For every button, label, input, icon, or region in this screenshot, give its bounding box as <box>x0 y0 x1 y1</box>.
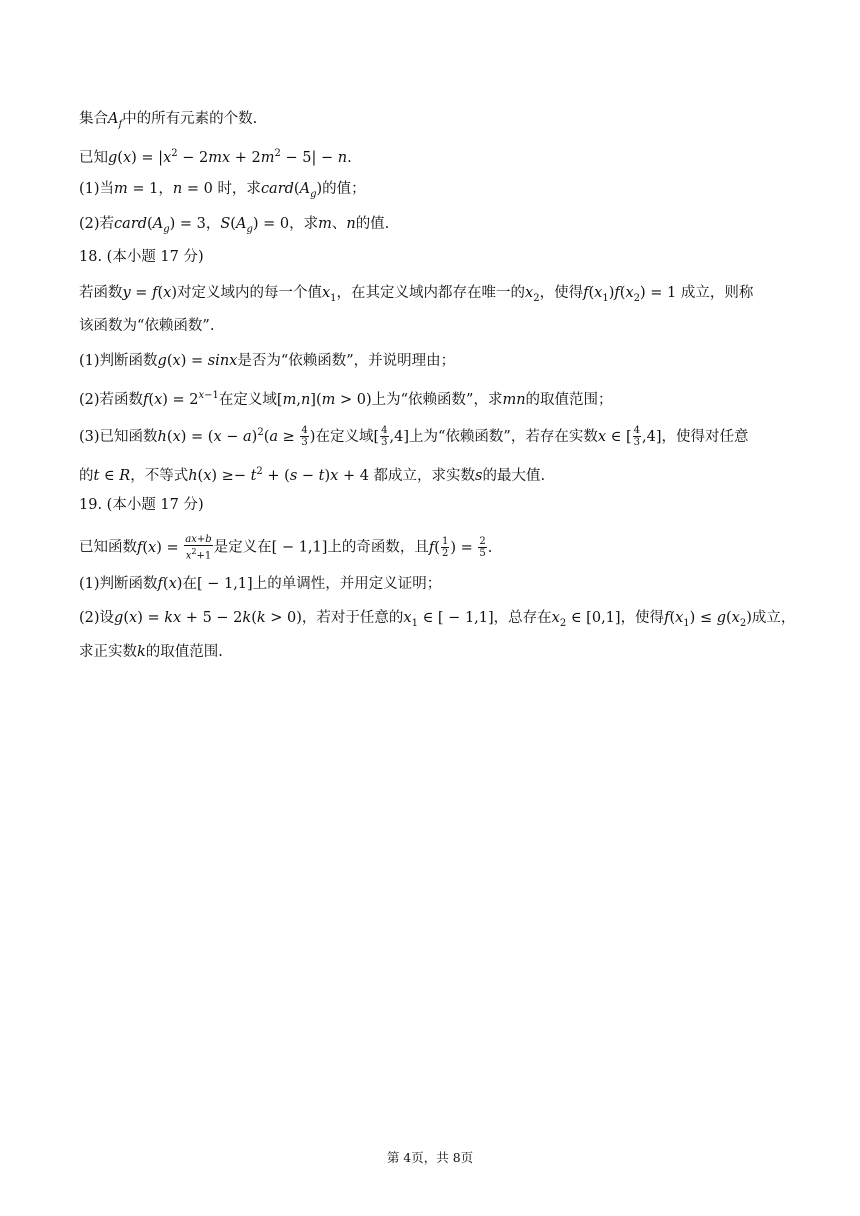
math: $f(x_1)f(x_2) = 1$ <box>583 285 677 304</box>
text: 19. (本小题 17 分) <box>79 497 204 513</box>
text: ，使得 <box>539 285 584 301</box>
q19-part2 <box>79 607 795 635</box>
math: s <box>475 467 483 484</box>
text: 集合 <box>79 111 108 127</box>
math-mn: m、n <box>318 216 356 232</box>
text: 对定义域内的每一个值 <box>176 285 322 301</box>
math-card: $card(A_g)$ <box>260 181 323 200</box>
q18-part1 <box>79 350 455 372</box>
text: 上为“依赖函数”，若存在实数 <box>409 428 598 445</box>
math: $x_2$ ∈ [0,1] <box>551 610 621 629</box>
math: g(x) = kx + 5 − 2k(k > 0) <box>114 610 302 626</box>
q17-given-line <box>79 143 352 169</box>
math-cond: m = 1，n = 0 <box>114 181 218 197</box>
q17-part1 <box>79 178 366 206</box>
text: ，若对于任意的 <box>301 610 404 626</box>
text: (2)若函数 <box>79 391 144 408</box>
text: ，使得对任意 <box>661 428 749 445</box>
text: 的最大值. <box>482 467 546 484</box>
math: $f(x_1) \le g(x_2)$ <box>664 610 752 629</box>
text: 上的单调性，并用定义证明； <box>252 576 442 592</box>
text: 都成立，求实数 <box>368 467 476 484</box>
text: 已知 <box>79 149 108 166</box>
text: (1)判断函数 <box>79 353 158 369</box>
text: 求正实数 <box>79 644 137 660</box>
math: [ $\frac{4}{3}$ ,4] <box>373 425 409 449</box>
math-cond2: $card(A_g) = 3$，$S(A_g) = 0$ <box>114 216 290 235</box>
text: (3)已知函数 <box>79 428 158 445</box>
q17-part2 <box>79 213 389 241</box>
q18-intro <box>79 282 753 310</box>
text: (2)若 <box>79 216 115 232</box>
text: ，使得 <box>620 610 665 626</box>
math: [m,n](m > 0) <box>276 391 372 408</box>
text: 的 <box>79 467 94 484</box>
math-g-def: $g(x) = |x^2 - 2mx + 2m^2 - 5| - n$. <box>108 148 352 166</box>
text: 的值； <box>322 181 366 197</box>
q18-part2 <box>79 385 613 411</box>
text: 上的奇函数，且 <box>327 539 429 556</box>
math: [ − 1,1] <box>196 576 253 592</box>
text: (1)判断函数 <box>79 576 158 592</box>
math: $h(x) = (x - a)^2(a$ ≥ $\frac{4}{3}$ ) <box>157 425 316 449</box>
math-af: $A_f$ <box>108 111 123 130</box>
text: ，不等式 <box>130 467 189 484</box>
text: ，在其定义域内都存在唯一的 <box>336 285 526 301</box>
q18-header <box>79 246 204 268</box>
math: $x_2$ <box>525 285 540 304</box>
q19-intro <box>79 534 492 561</box>
text: 在定义域 <box>315 428 374 445</box>
q19-part1 <box>79 573 441 595</box>
math: g(x) = sinx <box>157 353 238 369</box>
text: 在 <box>182 576 197 592</box>
q19-part2-cont <box>79 641 223 663</box>
math: y = f(x) <box>122 285 177 301</box>
math: mn <box>502 391 526 408</box>
text: 是否为“依赖函数”，并说明理由； <box>237 353 456 369</box>
q18-part3 <box>79 422 749 448</box>
math: $x_1$ <box>321 285 337 304</box>
text: 若函数 <box>79 285 123 301</box>
text: 成立， <box>751 610 796 626</box>
text: ，求 <box>289 216 319 232</box>
text: 已知函数 <box>79 539 137 556</box>
text: 在定义域 <box>218 391 277 408</box>
q18-intro-cont <box>79 315 214 337</box>
math: $x_1$ ∈ [ − 1,1] <box>403 610 494 629</box>
math: t ∈ R <box>93 467 131 484</box>
text: 时，求 <box>217 181 261 197</box>
math: k <box>137 644 146 660</box>
text: (1)当 <box>79 181 115 197</box>
math: [ − 1,1] <box>271 539 328 556</box>
text: 成立，则称 <box>676 285 754 301</box>
text: 该函数为“依赖函数”. <box>79 318 215 334</box>
text: 是定义在 <box>213 539 272 556</box>
text: 的值. <box>355 216 390 232</box>
q18-part3-cont <box>79 461 545 487</box>
page-footer: 第 4页，共 8页 <box>386 1150 474 1165</box>
text: 的取值范围； <box>525 391 613 408</box>
text: ，总存在 <box>493 610 552 626</box>
q19-header <box>79 494 204 516</box>
q17-set-line <box>79 108 257 136</box>
math: $f(x) = 2^{x-1}$ <box>143 390 219 408</box>
math: f(x) = $\frac{ax+b}{x^2+1}$ <box>137 534 212 562</box>
math: f(x) <box>157 576 183 592</box>
text: (2)设 <box>79 610 115 626</box>
text: 的取值范围. <box>145 644 223 660</box>
math: f( $\frac{1}{2}$ ) = $\frac{2}{5}$ . <box>428 536 493 560</box>
text: 18. (本小题 17 分) <box>79 249 204 265</box>
text: 中的所有元素的个数. <box>122 111 258 127</box>
math: x ∈ [ $\frac{4}{3}$ ,4] <box>597 425 662 449</box>
math: $h(x) \ge- t^2 + (s - t)x + 4$ <box>188 466 369 484</box>
text: 上为“依赖函数”，求 <box>371 391 503 408</box>
